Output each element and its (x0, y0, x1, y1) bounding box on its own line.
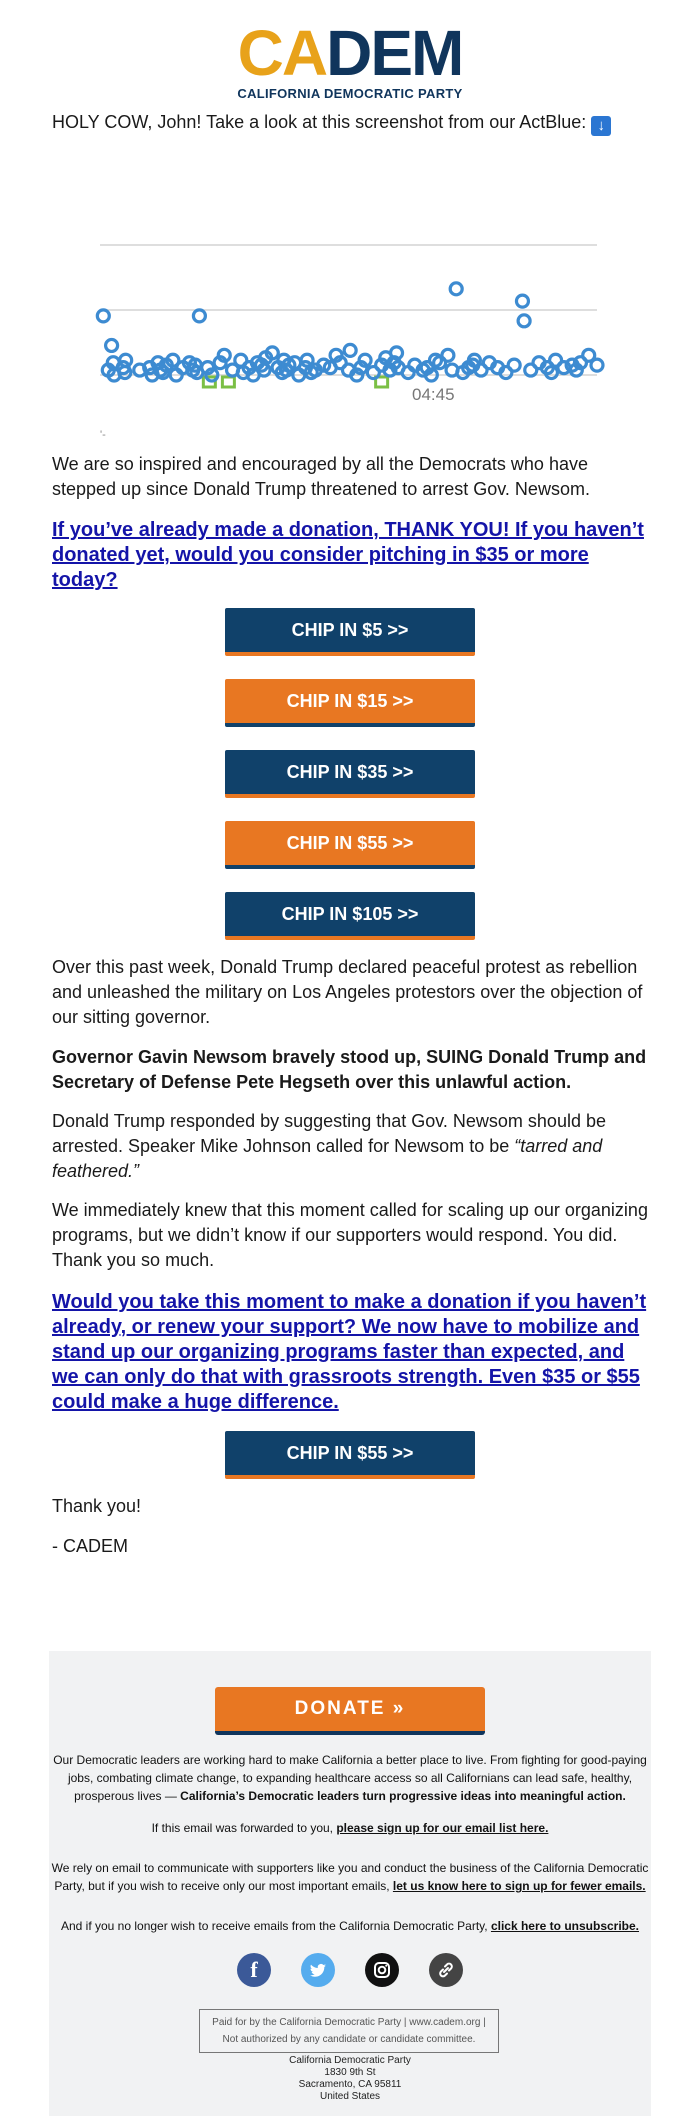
chip-in-105-button[interactable]: CHIP IN $105 >> (225, 892, 475, 940)
footer-mission (49, 1751, 651, 1805)
renew-support-link[interactable]: Would you take this moment to make a donation if you haven’t already, or renew your support? We now have to mobilize and stand up our organizing programs faster than expected, and we can only do that with grassroots strength. Even $35 or $55 could make a huge difference. (52, 1291, 647, 1413)
twitter-bird-glyph (301, 1953, 335, 1987)
intro-text (52, 110, 652, 136)
donation-point (591, 359, 603, 371)
paragraph-inspired: We are so inspired and encouraged by all the Democrats who have stepped up since Donald Trump threatened to arrest Gov. Newsom. (52, 454, 590, 499)
chip-in-5-button[interactable]: CHIP IN $5 >> (225, 608, 475, 656)
footer (49, 1651, 651, 2116)
unsubscribe-text: And if you no longer wish to receive emails from the California Democratic Party, (60, 1919, 491, 1933)
donation-point (193, 310, 205, 322)
address-org: California Democratic Party (289, 2055, 411, 2066)
paid-line-1: Paid for by the California Democratic Party | www.cadem.org | (212, 2017, 486, 2028)
cropped-label: '- (100, 429, 106, 441)
paragraph-arrest (52, 1109, 652, 1184)
chip-in-55-button-bottom[interactable]: CHIP IN $55 >> (225, 1431, 475, 1479)
paragraph-protest: Over this past week, Donald Trump declared peaceful protest as rebellion and unleashed the military on Los Angeles protestors over the objection of our sitting governor. (52, 957, 643, 1027)
facebook-icon[interactable]: f (237, 1953, 271, 1987)
logo-dem: DEM (326, 17, 463, 89)
rely-text: We rely on email to communicate with supporters like you and conduct the business of the California Democratic Party, but if you wish to receive only our most important emails, (51, 1861, 649, 1893)
chip-in-55-button[interactable]: CHIP IN $55 >> (225, 821, 475, 869)
chip-in-15-button[interactable]: CHIP IN $15 >> (225, 679, 475, 727)
arrest-text: Donald Trump responded by suggesting that Gov. Newsom should be arrested. Speaker Mike Johnson called for Newsom to be (52, 1111, 606, 1156)
cadem-logo[interactable] (232, 17, 468, 101)
fewer-emails-link[interactable]: let us know here to sign up for fewer emails. (392, 1879, 646, 1893)
instagram-glyph (365, 1953, 399, 1987)
forwarded-text: If this email was forwarded to you, (151, 1821, 337, 1835)
recurring-point (222, 377, 234, 387)
mission-bold: California’s Democratic leaders turn progressive ideas into meaningful action. (180, 1789, 626, 1803)
donation-point (450, 283, 462, 295)
social-links (237, 1953, 463, 1987)
donation-appeal-link[interactable]: If you’ve already made a donation, THANK YOU! If you haven’t donated yet, would you consider pitching in $35 or more today? (52, 519, 644, 591)
footer-forwarded (49, 1819, 651, 1837)
donation-point (106, 339, 118, 351)
logo-subtitle: CALIFORNIA DEMOCRATIC PARTY (237, 86, 463, 101)
instagram-icon[interactable] (365, 1953, 399, 1987)
signup-link[interactable]: please sign up for our email list here. (336, 1821, 549, 1835)
paid-line-2: Not authorized by any candidate or candidate committee. (222, 2034, 476, 2045)
logo-ca: CA (237, 17, 327, 89)
footer-unsubscribe (49, 1917, 651, 1935)
link-icon[interactable] (429, 1953, 463, 1987)
twitter-icon[interactable] (301, 1953, 335, 1987)
footer-rely (49, 1859, 651, 1895)
intro-text-label: HOLY COW, John! Take a look at this screenshot from our ActBlue: (52, 112, 587, 132)
down-arrow-icon: ↓ (591, 116, 611, 136)
chain-link-glyph (429, 1953, 463, 1987)
unsubscribe-link[interactable]: click here to unsubscribe. (490, 1919, 640, 1933)
donation-point (97, 310, 109, 322)
signoff-text: - CADEM (52, 1536, 128, 1556)
donation-point (516, 295, 528, 307)
x-tick-label: 04:45 (412, 385, 455, 404)
address-city: Sacramento, CA 95811 (298, 2079, 402, 2090)
logo-wordmark (232, 17, 468, 89)
tarred-quote: “tarred and feathered.” (52, 1136, 603, 1181)
paragraph-organizing: We immediately knew that this moment called for scaling up our organizing programs, but we didn’t know if our supporters would respond. You did. Thank you so much. (52, 1200, 648, 1270)
mailing-address (49, 2055, 651, 2103)
address-street: 1830 9th St (324, 2067, 376, 2078)
chip-in-35-button[interactable]: CHIP IN $35 >> (225, 750, 475, 798)
donate-button[interactable]: DONATE » (215, 1687, 485, 1735)
donation-point (442, 349, 454, 361)
paid-for-disclaimer (199, 2009, 499, 2053)
donation-point (344, 344, 356, 356)
donation-point (508, 359, 520, 371)
donation-point (518, 315, 530, 327)
address-country: United States (319, 2091, 381, 2102)
actblue-chart (52, 150, 652, 450)
thanks-text: Thank you! (52, 1496, 142, 1516)
paragraph-newsom-lawsuit: Governor Gavin Newsom bravely stood up, SUING Donald Trump and Secretary of Defense Pete Hegseth over this unlawful action. (52, 1047, 647, 1092)
mission-text: Our Democratic leaders are working hard to make California a better place to live. From fighting for good-paying jobs, combating climate change, to expanding healthcare access so all Californians can lead safe, healthy, prosperous lives — (53, 1753, 647, 1803)
